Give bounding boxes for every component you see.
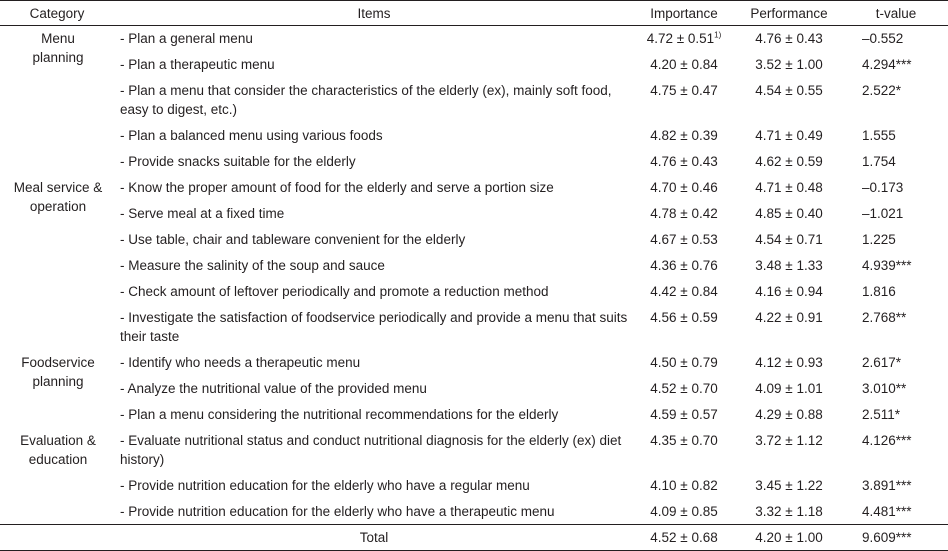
importance-cell: 4.67 ± 0.53 [650,231,718,247]
category-label: Foodservice planning [21,354,95,389]
header-t-value: t-value [844,1,948,26]
category-label: Meal service & operation [13,179,103,214]
category-cell [0,350,114,428]
t-value-cell: –0.552 [862,31,904,46]
total-category-cell [0,525,114,551]
performance-cell: 4.16 ± 0.94 [755,283,823,299]
importance-cell [634,26,734,52]
performance-cell: 3.72 ± 1.12 [755,432,823,448]
importance-cell: 4.75 ± 0.47 [650,82,718,98]
t-value-cell: 4.294*** [862,56,912,72]
importance-cell: 4.50 ± 0.79 [650,354,718,370]
total-row [0,525,948,551]
t-value-cell: 1.816 [862,283,896,299]
t-value-cell: 2.522* [862,82,902,98]
performance-cell: 4.54 ± 0.55 [755,82,823,98]
performance-cell: 4.12 ± 0.93 [755,354,823,370]
performance-cell: 4.22 ± 0.91 [755,309,823,325]
category-label: Menu planning [32,31,84,65]
category-cell [0,175,114,350]
table-row [0,123,948,149]
importance-cell: 4.82 ± 0.39 [650,127,718,143]
total-performance: 4.20 ± 1.00 [734,525,844,551]
performance-cell: 3.52 ± 1.00 [755,56,823,72]
importance-cell: 4.09 ± 0.85 [650,503,718,519]
t-value-cell: 3.891*** [862,477,912,493]
performance-cell: 4.54 ± 0.71 [755,231,823,247]
performance-cell: 4.29 ± 0.88 [755,406,823,422]
header-category: Category [0,1,114,26]
category-label: Evaluation & education [20,432,96,467]
importance-cell: 4.76 ± 0.43 [650,153,718,169]
performance-cell: 3.45 ± 1.22 [755,477,823,493]
table-row [0,26,948,52]
total-label: Total [114,525,634,551]
t-value-cell: 4.481*** [862,503,912,519]
table-row [0,227,948,253]
item-cell: - Investigate the satisfaction of foodservice periodically and provide a menu that suits their taste [120,309,628,344]
importance-cell: 4.20 ± 0.84 [650,56,718,72]
t-value-cell: 2.617* [862,354,902,370]
table-row [0,305,948,350]
t-value-cell: 2.768** [862,309,907,325]
importance-cell: 4.59 ± 0.57 [650,406,718,422]
item-cell: - Serve meal at a fixed time [120,205,285,221]
item-cell: - Plan a general menu [120,31,253,46]
t-value-cell: 1.555 [862,127,896,143]
table-row [0,253,948,279]
importance-cell: 4.78 ± 0.42 [650,205,718,221]
importance-cell: 4.10 ± 0.82 [650,477,718,493]
performance-cell: 4.09 ± 1.01 [755,380,823,396]
t-value-cell: 1.225 [862,231,896,247]
total-t-value: 9.609*** [844,525,948,551]
table-row [0,376,948,402]
table-row [0,350,948,376]
item-cell: - Evaluate nutritional status and conduct nutritional diagnosis for the elderly (ex) diet history) [120,432,622,467]
t-value-cell: 2.511* [862,406,901,422]
category-cell [0,428,114,525]
item-cell: - Measure the salinity of the soup and sauce [120,257,385,273]
t-value-cell: 3.010** [862,380,907,396]
t-value-cell: 4.939*** [862,257,912,273]
table-row [0,402,948,428]
item-cell: - Plan a menu considering the nutritional recommendations for the elderly [120,406,559,422]
performance-cell: 4.85 ± 0.40 [755,205,823,221]
item-cell: - Know the proper amount of food for the elderly and serve a portion size [120,179,554,195]
table-row [0,78,948,123]
item-cell: - Provide nutrition education for the elderly who have a therapeutic menu [120,503,555,519]
total-importance: 4.52 ± 0.68 [634,525,734,551]
performance-cell: 4.71 ± 0.48 [755,179,823,195]
table-row [0,175,948,201]
importance-cell: 4.52 ± 0.70 [650,380,718,396]
importance-cell: 4.35 ± 0.70 [650,432,718,448]
item-cell: - Plan a therapeutic menu [120,56,275,72]
item-cell: - Provide nutrition education for the elderly who have a regular menu [120,477,530,493]
performance-cell: 4.76 ± 0.43 [755,31,823,46]
item-cell: - Use table, chair and tableware convenient for the elderly [120,231,466,247]
item-cell: - Check amount of leftover periodically and promote a reduction method [120,283,549,299]
t-value-cell: 4.126*** [862,432,912,448]
item-cell: - Identify who needs a therapeutic menu [120,354,361,370]
table-row [0,52,948,78]
header-importance: Importance [634,1,734,26]
header-items: Items [114,1,634,26]
header-row [0,1,948,26]
table-row [0,201,948,227]
table-row [0,149,948,175]
item-cell: - Analyze the nutritional value of the provided menu [120,380,427,396]
header-performance: Performance [734,1,844,26]
item-cell: - Plan a balanced menu using various foods [120,127,383,143]
performance-cell: 3.48 ± 1.33 [755,257,823,273]
importance-cell: 4.56 ± 0.59 [650,309,718,325]
importance-cell: 4.42 ± 0.84 [650,283,718,299]
item-cell: - Plan a menu that consider the characteristics of the elderly (ex), mainly soft food, easy to digest, etc.) [120,82,612,117]
table-row [0,428,948,473]
performance-cell: 4.71 ± 0.49 [755,127,823,143]
item-cell: - Provide snacks suitable for the elderly [120,153,356,169]
t-value-cell: –0.173 [862,179,904,195]
footnote-mark: 1) [714,30,722,40]
performance-cell: 4.62 ± 0.59 [755,153,823,169]
table-row [0,499,948,525]
table-row [0,473,948,499]
t-value-cell: –1.021 [862,205,904,221]
performance-cell: 3.32 ± 1.18 [755,503,823,519]
importance-value: 4.72 ± 0.51 [646,31,715,46]
importance-cell: 4.36 ± 0.76 [650,257,718,273]
importance-cell: 4.70 ± 0.46 [650,179,718,195]
category-cell [0,26,114,175]
t-value-cell: 1.754 [862,153,896,169]
table-row [0,279,948,305]
